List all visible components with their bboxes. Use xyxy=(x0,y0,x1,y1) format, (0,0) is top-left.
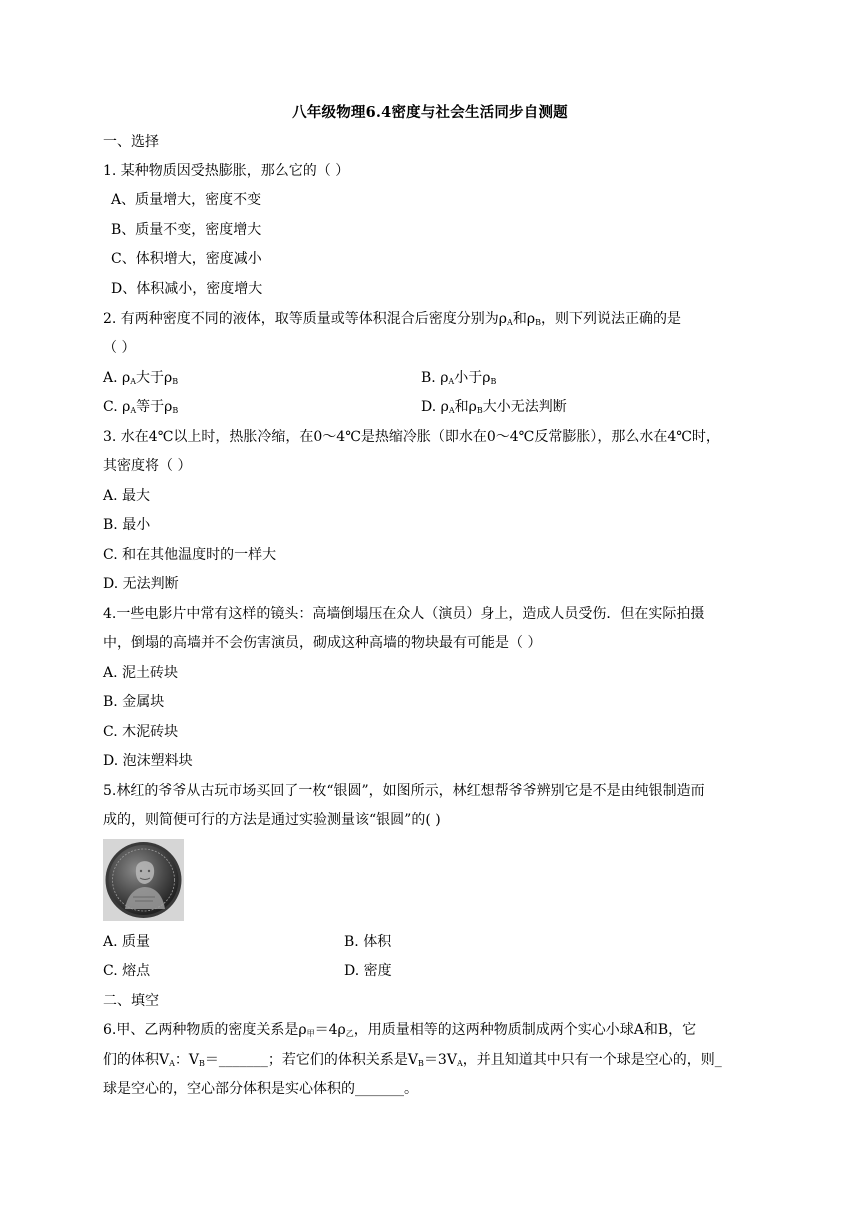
question-5-stem-line2: 成的，则简便可行的方法是通过实验测量该“银圆”的( ) xyxy=(103,812,441,828)
q2-b-pre: B. ρ xyxy=(421,370,449,386)
question-5-option-b: B. 体积 xyxy=(344,934,392,950)
q2-sub-b: B xyxy=(535,318,541,327)
question-1-option-a: A、质量增大，密度不变 xyxy=(111,192,262,208)
q6-l1-post: ，用质量相等的这两种物质制成两个实心小球A和B，它 xyxy=(353,1022,697,1038)
question-2-option-d xyxy=(421,398,567,420)
question-3-option-b: B. 最小 xyxy=(103,517,151,533)
q2-a-pre: A. ρ xyxy=(103,370,131,386)
question-6-line3: 球是空心的，空心部分体积是实心体积的_______。 xyxy=(103,1081,418,1097)
question-5-stem-line1: 5.林红的爷爷从古玩市场买回了一枚“银圆”，如图所示，林红想帮爷爷辨别它是不是由纯银制造而 xyxy=(103,783,705,799)
question-2-stem-line2: （ ） xyxy=(103,340,136,356)
q2-b-sub-b: B xyxy=(490,377,497,386)
q2-stem-mid: 和ρ xyxy=(512,311,536,327)
q2-c-pre: C. ρ xyxy=(103,399,131,415)
q2-c-post: 等于ρ xyxy=(136,399,173,415)
q6-l2-sub-b: B xyxy=(199,1059,205,1068)
section-heading-choice: 一、选择 xyxy=(103,134,159,150)
q2-a-sub-a: A xyxy=(130,377,137,386)
q6-l2-sub-a2: A xyxy=(456,1059,463,1068)
page-title: 八年级物理6.4密度与社会生活同步自测题 xyxy=(292,104,568,121)
q2-sub-a: A xyxy=(507,318,513,327)
q6-l2-sub-b2: B xyxy=(418,1059,424,1068)
question-5-option-a: A. 质量 xyxy=(103,934,151,950)
silver-coin-image xyxy=(103,839,184,921)
section-heading-fill: 二、填空 xyxy=(103,993,159,1009)
question-4-option-c: C. 木泥砖块 xyxy=(103,724,179,740)
q2-stem-pre: 2. 有两种密度不同的液体，取等质量或等体积混合后密度分别为ρ xyxy=(103,311,508,327)
q6-l2-colon: ：V xyxy=(174,1052,200,1068)
question-1-option-c: C、体积增大，密度减小 xyxy=(111,251,262,267)
question-4-stem-line1: 4.一些电影片中常有这样的镜头：高墙倒塌压在众人（演员）身上，造成人员受伤．但在实际拍摄 xyxy=(103,606,705,622)
q2-d-sub-a: A xyxy=(448,406,455,415)
q6-l2-mid2: ＝3V xyxy=(423,1052,457,1068)
question-5-option-c: C. 熔点 xyxy=(103,963,151,979)
q2-stem-post: ，则下列说法正确的是 xyxy=(540,311,681,327)
q6-l2-post: ，并且知道其中只有一个球是空心的，则_ xyxy=(462,1052,722,1068)
q2-b-sub-a: A xyxy=(448,377,455,386)
q2-a-sub-b: B xyxy=(172,377,179,386)
q2-a-post: 大于ρ xyxy=(136,370,173,386)
question-2-option-a xyxy=(103,369,178,391)
q2-d-pre: D. ρ xyxy=(421,399,449,415)
q2-d-mid: 和ρ xyxy=(454,399,477,415)
question-4-stem-line2: 中，倒塌的高墙并不会伤害演员，砌成这种高墙的物块最有可能是（ ） xyxy=(103,635,542,651)
q2-b-post: 小于ρ xyxy=(454,370,491,386)
q6-sub-yi: 乙 xyxy=(345,1029,354,1038)
question-3-stem-line1: 3. 水在4℃以上时，热胀冷缩，在0～4℃是热缩冷胀（即水在0～4℃反常膨胀），那么水在4℃时， xyxy=(103,429,720,445)
question-4-option-d: D. 泡沫塑料块 xyxy=(103,753,193,769)
question-4-option-a: A. 泥土砖块 xyxy=(103,665,179,681)
question-1-option-b: B、质量不变，密度增大 xyxy=(111,222,262,238)
question-3-option-a: A. 最大 xyxy=(103,488,151,504)
coin-illustration xyxy=(103,839,184,921)
question-1-option-d: D、体积减小，密度增大 xyxy=(111,281,263,297)
question-3-option-d: D. 无法判断 xyxy=(103,576,179,592)
question-6-line1 xyxy=(103,1021,696,1043)
question-3-option-c: C. 和在其他温度时的一样大 xyxy=(103,547,277,563)
question-2-stem-line1 xyxy=(103,310,681,332)
q2-c-sub-b: B xyxy=(172,406,179,415)
question-5-option-d: D. 密度 xyxy=(344,963,392,979)
q6-l1-mid: ＝4ρ xyxy=(314,1022,346,1038)
question-3-stem-line2: 其密度将（ ） xyxy=(103,458,192,474)
q2-d-post: 大小无法判断 xyxy=(482,399,567,415)
q6-l2-sub-a: A xyxy=(169,1059,175,1068)
question-6-line2 xyxy=(103,1051,722,1073)
q6-l1-pre: 6.甲、乙两种物质的密度关系是ρ xyxy=(103,1022,307,1038)
q2-d-sub-b: B xyxy=(476,406,483,415)
question-1-stem: 1. 某种物质因受热膨胀，那么它的（ ） xyxy=(103,163,350,179)
q6-l2-pre: 们的体积V xyxy=(103,1052,170,1068)
question-4-option-b: B. 金属块 xyxy=(103,694,165,710)
question-2-option-c xyxy=(103,398,178,420)
question-2-option-b xyxy=(421,369,496,391)
q6-l2-mid: ＝_______；若它们的体积关系是V xyxy=(204,1052,419,1068)
q2-c-sub-a: A xyxy=(130,406,137,415)
q6-sub-jia: 甲 xyxy=(306,1029,315,1038)
